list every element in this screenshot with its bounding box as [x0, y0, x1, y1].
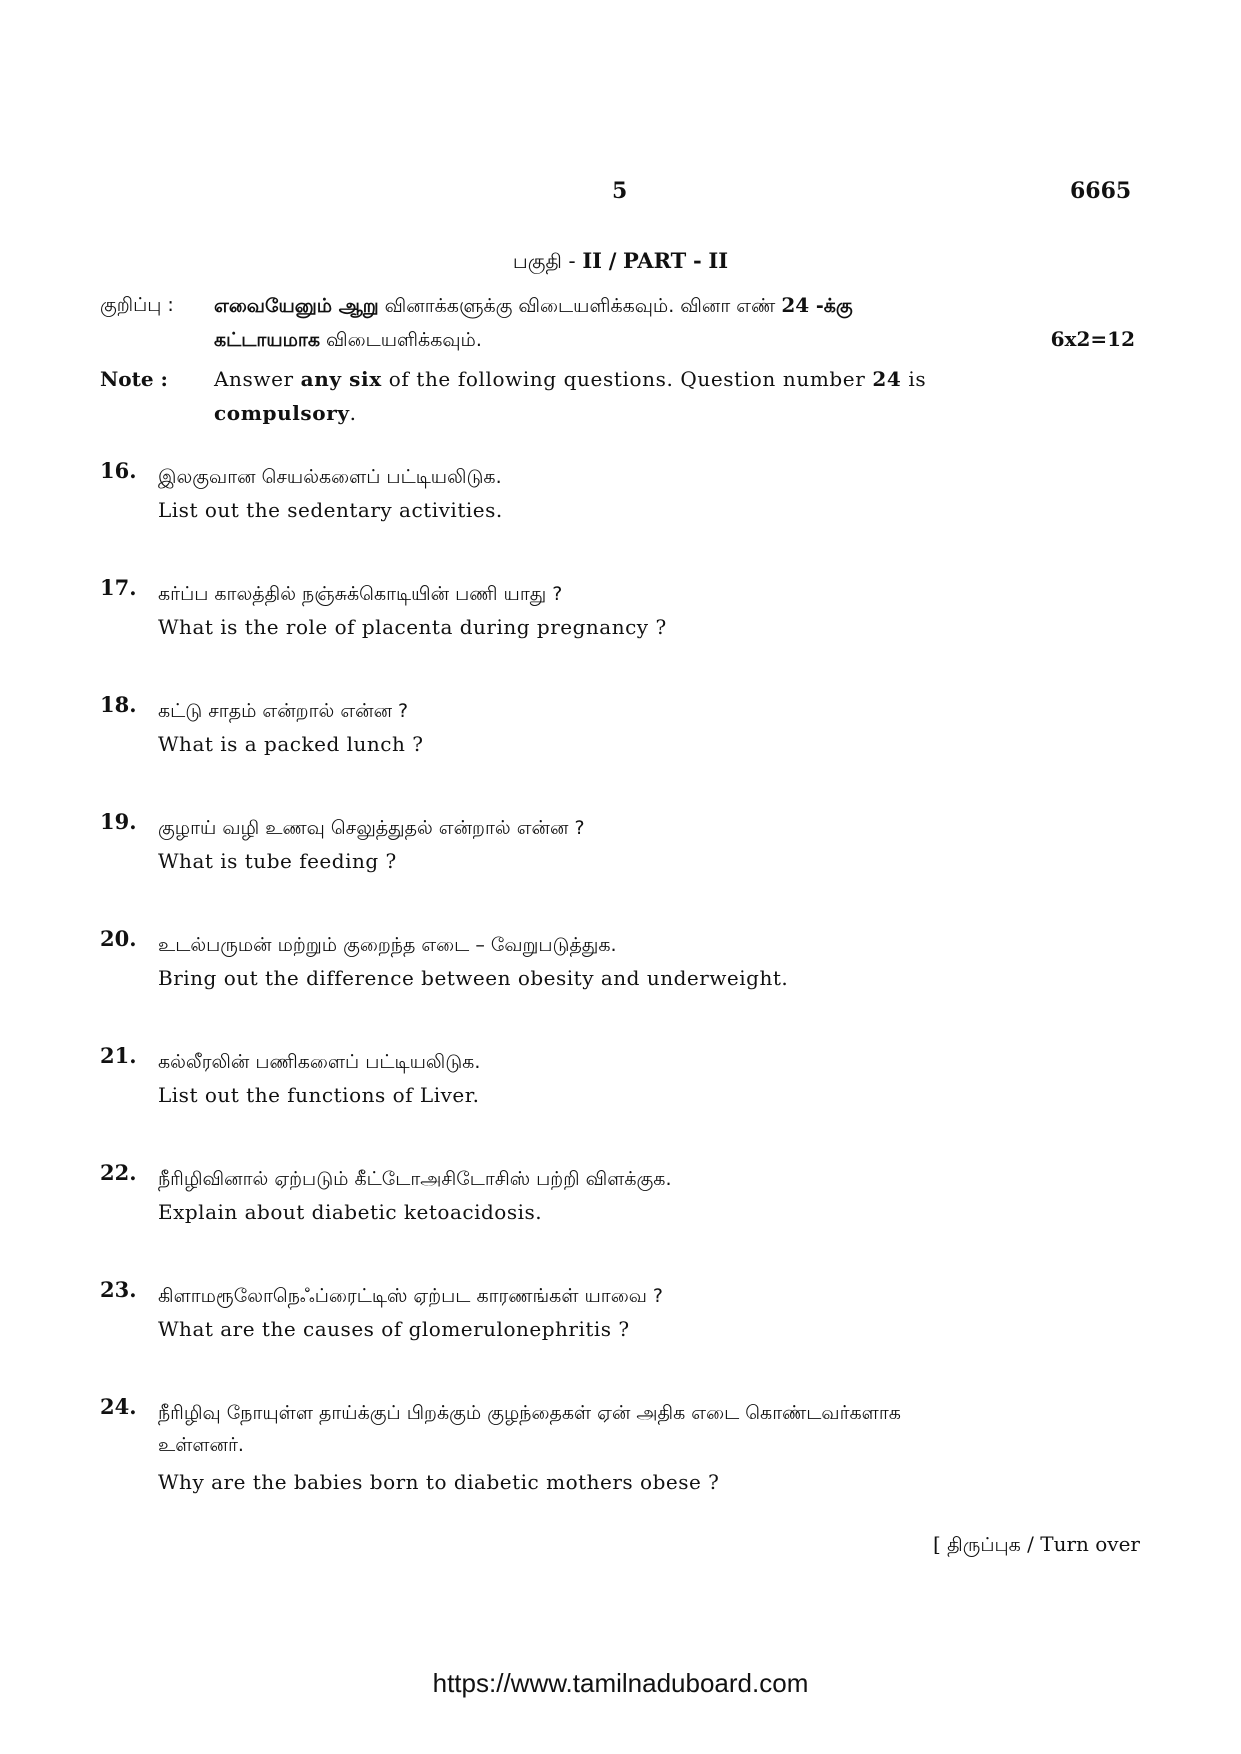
part-title-english: PART	[623, 248, 687, 273]
tamil-note-num: 24	[781, 293, 810, 317]
english-note-bold-3: compulsory	[214, 401, 350, 425]
question-english: List out the functions of Liver.	[158, 1083, 480, 1107]
question-english: What is a packed lunch ?	[158, 732, 424, 756]
question-number: 24.	[100, 1394, 137, 1419]
question-20	[100, 926, 1140, 1006]
english-note-text-4: .	[349, 401, 357, 425]
question-number: 23.	[100, 1277, 137, 1302]
question-tamil: கர்ப்ப காலத்தில் நஞ்சுக்கொடியின் பணி யாது ?	[158, 583, 563, 605]
turn-over-note	[860, 1532, 1140, 1559]
part-title-sep: /	[608, 248, 617, 273]
part-title-roman-2: II	[708, 248, 729, 273]
question-number: 17.	[100, 575, 137, 600]
question-english: List out the sedentary activities.	[158, 498, 503, 522]
question-tamil: உடல்பருமன் மற்றும் குறைந்த எடை – வேறுபடுத்துக.	[158, 934, 617, 956]
tamil-note-text-1: வினாக்களுக்கு விடையளிக்கவும். வினா எண்	[378, 295, 782, 317]
tamil-note-bold: எவையேனும் ஆறு	[214, 295, 379, 317]
question-19	[100, 809, 1140, 889]
english-note-text-2: of the following questions. Question number	[381, 367, 873, 391]
question-english: What are the causes of glomerulonephritis ?	[158, 1317, 630, 1341]
page-number: 5	[612, 178, 628, 204]
question-tamil: இலகுவான செயல்களைப் பட்டியலிடுக.	[158, 466, 502, 488]
question-18	[100, 692, 1140, 772]
question-tamil: கிளாமரூலோநெஃப்ரைட்டிஸ் ஏற்பட காரணங்கள் யாவை ?	[158, 1285, 664, 1307]
question-number: 20.	[100, 926, 137, 951]
question-number: 21.	[100, 1043, 137, 1068]
question-21	[100, 1043, 1140, 1123]
question-17	[100, 575, 1140, 655]
part-title-roman: II	[582, 248, 602, 273]
question-english: Why are the babies born to diabetic mothers obese ?	[158, 1470, 720, 1494]
question-english: What is tube feeding ?	[158, 849, 397, 873]
part-title-tamil: பகுதி	[512, 249, 562, 273]
tamil-note-label: குறிப்பு :	[100, 294, 174, 316]
english-note-text-1: Answer	[214, 367, 301, 391]
turn-over-sep: /	[1027, 1532, 1034, 1556]
question-english: Bring out the difference between obesity and underweight.	[158, 966, 789, 990]
question-english: What is the role of placenta during pregnancy ?	[158, 615, 667, 639]
question-english: Explain about diabetic ketoacidosis.	[158, 1200, 543, 1224]
turn-over-bracket: [	[932, 1532, 941, 1556]
english-note-label: Note :	[100, 367, 168, 391]
tamil-note	[100, 288, 1135, 358]
english-note-bold-1: any six	[300, 367, 382, 391]
question-tamil: நீரிழிவு நோயுள்ள தாய்க்குப் பிறக்கும் குழந்தைகள் ஏன் அதிக எடை கொண்டவர்களாக	[158, 1402, 901, 1424]
question-number: 18.	[100, 692, 137, 717]
part-title	[0, 248, 1241, 276]
part-title-dash: -	[568, 249, 576, 273]
question-tamil: குழாய் வழி உணவு செலுத்துதல் என்றால் என்ன ?	[158, 817, 585, 839]
question-number: 16.	[100, 458, 137, 483]
english-note-bold-2: 24	[872, 367, 902, 391]
english-note-text-3: is	[901, 367, 927, 391]
tamil-note-text-2: -க்கு	[809, 295, 853, 317]
question-23	[100, 1277, 1140, 1357]
question-tamil-continued: உள்ளனர்.	[158, 1434, 244, 1456]
english-note-body	[214, 362, 1135, 430]
tamil-note-text-3: விடையளிக்கவும்.	[319, 329, 482, 351]
tamil-note-bold-2: கட்டாயமாக	[214, 329, 320, 351]
question-22	[100, 1160, 1140, 1240]
question-tamil: கல்லீரலின் பணிகளைப் பட்டியலிடுக.	[158, 1051, 481, 1073]
question-number: 22.	[100, 1160, 137, 1185]
paper-code: 6665	[1070, 178, 1132, 204]
tamil-note-body	[214, 288, 1135, 357]
turn-over-tamil: திருப்புக	[947, 1534, 1021, 1556]
turn-over-english: Turn over	[1040, 1532, 1140, 1556]
question-number: 19.	[100, 809, 137, 834]
question-24	[100, 1394, 1140, 1509]
marks-allocation: 6x2=12	[1050, 327, 1135, 351]
question-tamil: நீரிழிவினால் ஏற்படும் கீட்டோஅசிடோசிஸ் பற்றி விளக்குக.	[158, 1168, 672, 1190]
question-tamil: கட்டு சாதம் என்றால் என்ன ?	[158, 700, 409, 722]
question-16	[100, 458, 1140, 538]
english-note	[100, 362, 1135, 432]
part-title-dash-2: -	[693, 248, 702, 273]
footer-url[interactable]: https://www.tamilnaduboard.com	[432, 1668, 809, 1698]
